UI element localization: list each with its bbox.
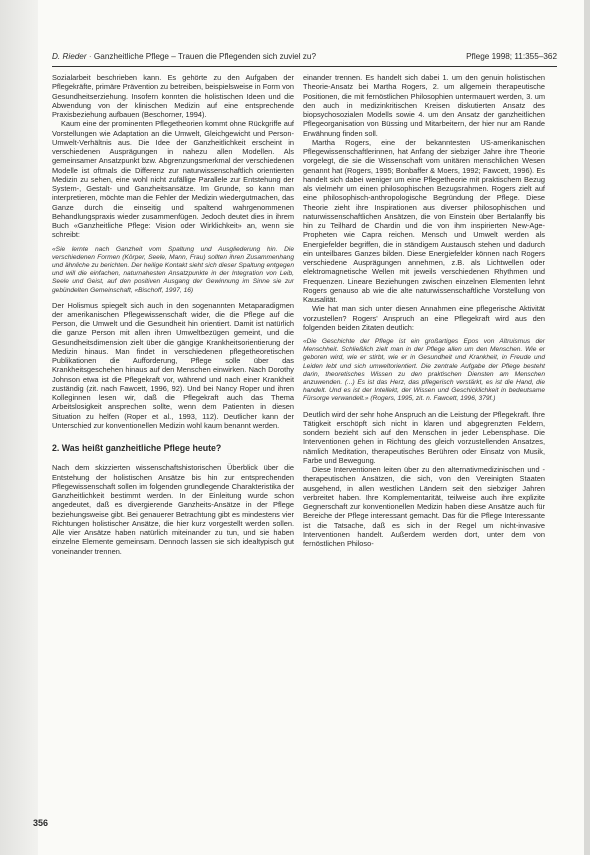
header-separator: · (88, 52, 94, 61)
block-quote: «Sie lernte nach Ganzheit vom Spaltung und Ausgliederung hin. Die verschiedenen Formen (Körper, Seele, Mann, Frau) sollten ihren Zusammenhang und ähnliche zu berichten. Der heilige Kontakt sieht sich dieser Spaltung entgegen und will die einfachen, naturnahesten Ansatzpunkte in der Integration von Leib, Seele und Geist, auf den positiven Ausgang der Gewinnung im Sinne sie zur gebündelten Gemeinschaft, «Bischoff, 1997, 16) (52, 245, 294, 294)
paragraph: Kaum eine der prominenten Pflegetheorien kommt ohne Rückgriffe auf Vorstellungen wie Adaptation an die Umwelt, Gleichgewicht und Person-Umwelt-Verhältnis aus. Die Idee der Ganzheitlichkeit erscheint in verschiedenen Ausprägungen in nahezu allen Modellen. Als gemeinsamer Ansatzpunkt bzw. Abgrenzungsmerkmal der verschiedenen Modelle ist oftmals die Differenz zur naturwissenschaftlich orientierten Medizin zu sehen, eine wohl nicht zufällige Parallele zur Entstehung der System-, Gestalt- und Ganzheitsansätze. Im Grunde, so kann man interpretieren, möchte man die Fehler der Medizin wiedergutmachen, das Ganze durch die einseitig und spaltend wahrgenommenen Behandlungspraxis wieder zusammenfügen. Jedoch deutet dies in ihrem Buch «Ganzheitliche Pflege: Vision oder Wirklichkeit» an, wenn sie schreibt: (52, 119, 294, 240)
paragraph: Nach dem skizzierten wissenschaftshistorischen Überblick über die Entstehung der holistischen Ansätze bis hin zur entsprechenden Pflegewissenschaft sollen im folgenden grundlegende Charakteristika der Ganzheitlichkeit bestimmt werden. In der Einleitung wurde schon angedeutet, daß es divergierende Ganzheits-Ansätze in der Pflege beziehungsweise gibt. Bei genauerer Betrachtung gibt es mindestens vier Richtungen holistischer Ansätze, die hier kurz vorgestellt werden sollen. Alle vier Ansätze haben natürlich miteinander zu tun, und sie haben einzelne Elemente gemeinsam. Dennoch lassen sie sich idealtypisch gut voneinander trennen. (52, 463, 294, 556)
header-rule (52, 66, 557, 67)
paragraph: Wie hat man sich unter diesen Annahmen eine pflegerische Aktivität vorzustellen? Rogers' Anspruch an eine Pflegekraft wird aus den folgenden beiden Zitaten deutlich: (303, 304, 545, 332)
scan-margin (0, 0, 38, 855)
paragraph: Der Holismus spiegelt sich auch in den sogenannten Metaparadigmen der amerikanischen Pflegewissenschaft wider, die die Pflege auf die Person, die Umwelt und die Gesundheit hin orientiert. Damit ist natürlich die ganze Person mit allen ihren Umweltbezügen gemeint, und die Gesundheitsdimension zielt über die gängige Krankheitsorientierung der Medizin hinaus. Man findet in verschiedenen pflegetheoretischen Publikationen die Aufforderung, Pflege solle über das Krankheitsgeschehen hinaus auf den Menschen einwirken. Nach Dorothy Johnson etwa ist die Pflegekraft vor, während und nach einer Krankheit zuständig (zit. nach Fawcett, 1996, 92). Und bei Nancy Roper und ihren Kolleginnen lesen wir, daß die Pflegekraft auch das Thema Arbeitslosigkeit ansprechen sollte, wenn dem Patienten in diesen Situation zu helfen (Roper et al., 1993, 112). Deutlicher kann der Unterschied zur konventionellen Medizin wohl kaum benannt werden. (52, 300, 294, 430)
paragraph: Martha Rogers, eine der bekanntesten US-amerikanischen Pflegewissenschaftlerinnen, hat Anfang der siebziger Jahre ihre Theorie vorgelegt, die sie die Wissenschaft vom unitären menschlichen Wesen genannt hat (Rogers, 1995; Bonbaffer & Moers, 1992; Fawcett, 1996). Es handelt sich dabei weniger um eine Pflegetheorie mit praktischem Bezug als vielmehr um einen philosophischen Bezugsrahmen. Rogers zielt auf eine philosophisch-anthropologische Begründung der Pflege. Diese Theorie zieht ihre Inspirationen aus diverser philosophischen und naturwissenschaftlichen Ansätzen, die von Einstein über Bertalanffy bis hin zu Teilhard de Chardin und die von ihm inspirierten New-Age-Propheten wie Capra reichen. Mensch und Umwelt werden als Energiefelder begriffen, die in ständigem Austausch stehen und dadurch ein unteilbares Ganzes bilden. Diese Energiefelder können nach Rogers verschiedene Ausprägungen annehmen, z.B. als Lichtwellen oder elektromagnetische Wellen mit jeweils verschiedenen Rhythmen und Frequenzen. Lineare Beziehungen zwischen einzelnen Elementen lehnt Rogers genauso ab wie die alte naturwissenschaftliche Vorstellung von Kausalität. (303, 137, 545, 304)
left-column (52, 73, 294, 556)
scan-edge (584, 0, 590, 855)
page-number: 356 (33, 818, 49, 828)
header-title: Ganzheitliche Pflege – Trauen die Pflegenden sich zuviel zu? (93, 52, 317, 61)
header-author: D. Rieder (52, 52, 87, 61)
paragraph: einander trennen. Es handelt sich dabei 1. um den genuin holistischen Theorie-Ansatz bei Martha Rogers, 2. um allgemein therapeutische Positionen, die mit fernöstlichen Philosophien untermauert werden, 3. um den auch in medizinkritischen Kreisen diskutierten Ansatz des biopsychosozialen Modells sowie 4. um den Ansatz der ganzheitlichen Pflegeorganisation von Büssing und Mitarbeitern, der hier nur am Rande Erwähnung finden soll. (303, 73, 545, 138)
running-header (52, 52, 557, 66)
paragraph: Deutlich wird der sehr hohe Anspruch an die Leistung der Pflegekraft. Ihre Tätigkeit erschöpft sich nicht in klaren und abgegrenzten Feldern, sondern bezieht sich auf den Menschen in jeder Lebensphase. Die Interventionen gehen in Richtung des gleich vorzustellenden Ansatzes, nämlich Meditation, therapeutisches Berühren oder Einsatz von Musik, Farbe und Bewegung. (303, 409, 545, 465)
paragraph: Sozialarbeit beschrieben kann. Es gehörte zu den Aufgaben der Pflegekräfte, primäre Prävention zu betreiben, beispielsweise in Form von Gesundheitserziehung. Insofern konnten die holistischen Ideen und die Abwendung von der klinischen Medizin auf eine entsprechende Praxisbeziehung aufbauen (Beschorner, 1994). (52, 73, 294, 119)
section-heading: 2. Was heißt ganzheitliche Pflege heute? (52, 443, 222, 454)
header-citation: Pflege 1998; 11:355–362 (466, 52, 557, 61)
paragraph: Diese Interventionen leiten über zu den alternativmedizinischen und -therapeutischen Ansätzen, die sich, von den Vereinigten Staaten ausgehend, in allen westlichen Ländern seit den siebziger Jahren verbreitet haben. Ihre Komplementarität, teilweise auch ihre explizite Gegnerschaft zur konventionellen Medizin haben diese Ansätze auch für Bereiche der Pflege interessant gemacht. Das für die Pflege Interessante ist die Tatsache, daß es sich in der Regel um nicht-invasive Interventionen handelt. Außerdem werden dort, unter dem von fernöstlichen Philoso- (303, 465, 545, 549)
right-column (303, 73, 545, 548)
block-quote: «Die Geschichte der Pflege ist ein großartiges Epos von Altruismus der Menschheit. Schließlich zielt man in der Pflege allen um den Menschen. Wie er geboren wird, wie er stirbt, wie er in Gesundheit und Krankheit, in Freude und Leiden lebt und sich umweltorientiert. Die zentrale Aufgabe der Pflege besteht darin, theoretisches Wissen zu den praktischen Diensten am Menschen anzuwenden. (...) Es ist das Herz, das pflegerisch verstärkt, es ist die Hand, die handelt. Und es ist der Intellekt, der Wissen und Geschicklichkeit in bedeutsame Fürsorge verwandelt.» (Rogers, 1995, zit. n. Fawcett, 1996, 379f.) (303, 338, 545, 403)
